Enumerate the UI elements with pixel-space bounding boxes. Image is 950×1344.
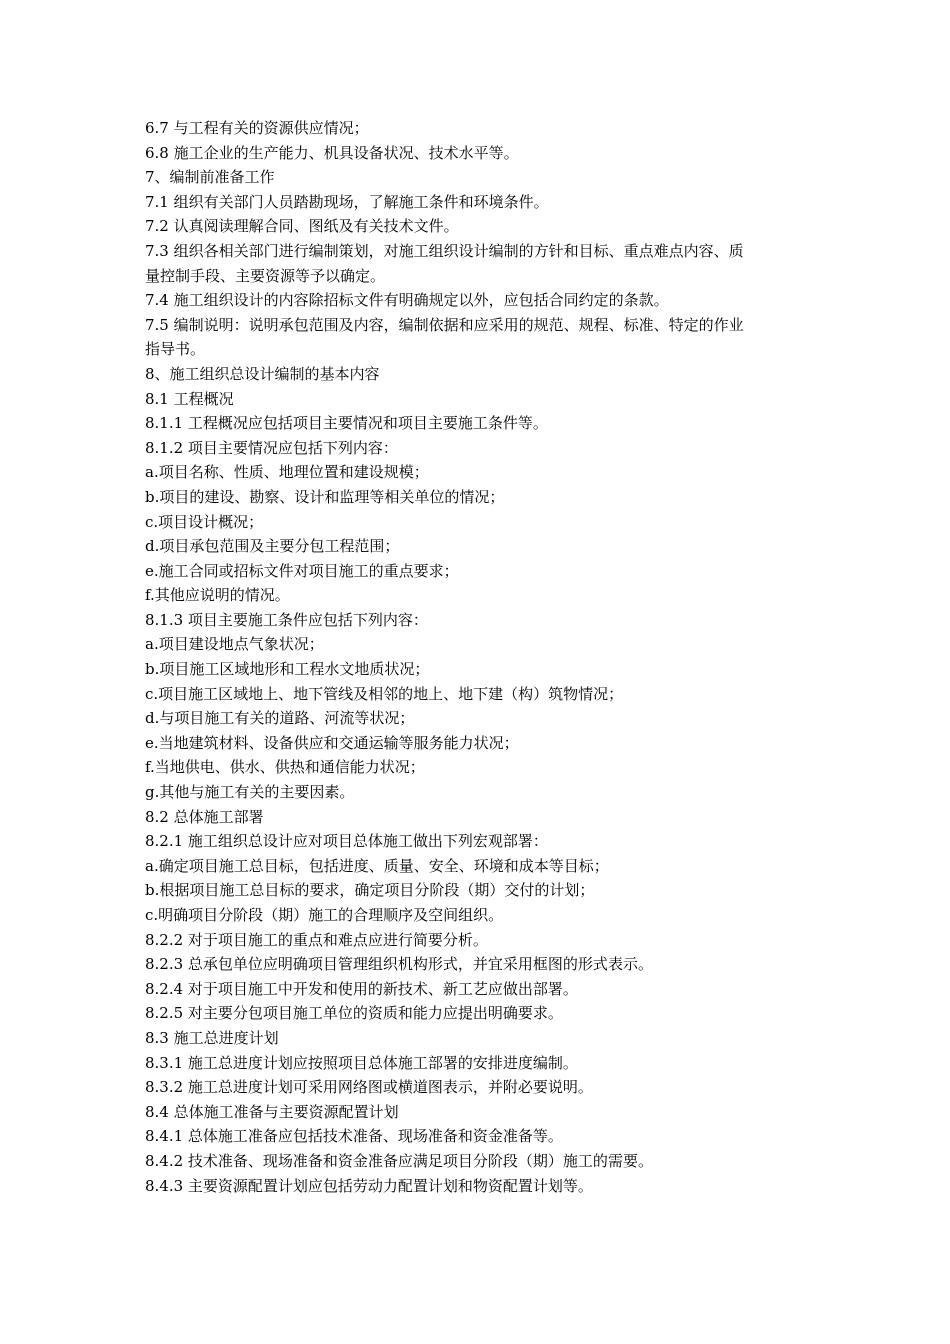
text-line: a.项目建设地点气象状况； (145, 635, 324, 654)
document-paragraph (145, 485, 810, 510)
document-paragraph (145, 534, 810, 559)
text-line: 指导书。 (145, 340, 206, 359)
text-line: 7.1 组织有关部门人员踏勘现场，了解施工条件和环境条件。 (145, 192, 549, 211)
text-line: 量控制手段、主要资源等予以确定。 (145, 266, 386, 285)
text-line: 8.4 总体施工准备与主要资源配置计划 (145, 1102, 399, 1121)
text-line: 8.3 施工总进度计划 (145, 1028, 279, 1047)
text-line: 8.4.2 技术准备、现场准备和资金准备应满足项目分阶段（期）施工的需要。 (145, 1151, 653, 1170)
document-paragraph (145, 632, 810, 657)
text-line: 6.8 施工企业的生产能力、机具设备状况、技术水平等。 (145, 143, 519, 162)
document-paragraph (145, 1124, 810, 1149)
text-line: 8.2.4 对于项目施工中开发和使用的新技术、新工艺应做出部署。 (145, 979, 578, 998)
document-paragraph (145, 411, 810, 436)
text-line: 8.2.5 对主要分包项目施工单位的资质和能力应提出明确要求。 (145, 1004, 563, 1023)
document-paragraph (145, 387, 810, 412)
document-paragraph (145, 903, 810, 928)
text-line: 8.4.3 主要资源配置计划应包括劳动力配置计划和物资配置计划等。 (145, 1176, 593, 1195)
document-paragraph (145, 928, 810, 953)
document-paragraph (145, 608, 810, 633)
document-paragraph (145, 780, 810, 805)
document-paragraph (145, 239, 810, 288)
text-line: b.根据项目施工总目标的要求，确定项目分阶段（期）交付的计划； (145, 881, 595, 900)
document-paragraph (145, 190, 810, 215)
text-line: e.当地建筑材料、设备供应和交通运输等服务能力状况； (145, 733, 519, 752)
text-line: e.施工合同或招标文件对项目施工的重点要求； (145, 561, 459, 580)
text-line: 6.7 与工程有关的资源供应情况； (145, 119, 369, 137)
document-paragraph (145, 805, 810, 830)
text-line: 8.2.3 总承包单位应明确项目管理组织机构形式，并宜采用框图的形式表示。 (145, 955, 653, 974)
text-line: f.其他应说明的情况。 (145, 586, 290, 605)
document-paragraph (145, 731, 810, 756)
text-line: 7、编制前准备工作 (145, 168, 275, 187)
text-line: 8.3.2 施工总进度计划可采用网络图或横道图表示，并附必要说明。 (145, 1078, 593, 1097)
document-paragraph (145, 1075, 810, 1100)
document-paragraph (145, 313, 810, 362)
document-paragraph (145, 288, 810, 313)
document-paragraph (145, 1026, 810, 1051)
document-paragraph (145, 854, 810, 879)
text-line: 8.1 工程概况 (145, 389, 234, 408)
text-line: 8、施工组织总设计编制的基本内容 (145, 364, 380, 383)
document-paragraph (145, 214, 810, 239)
document-paragraph (145, 952, 810, 977)
text-line: 7.5 编制说明：说明承包范围及内容，编制依据和应采用的规范、规程、标准、特定的作业 (145, 315, 744, 334)
text-line: 7.2 认真阅读理解合同、图纸及有关技术文件。 (145, 217, 459, 236)
text-line: f.当地供电、供水、供热和通信能力状况； (145, 758, 425, 777)
text-line: 8.1.2 项目主要情况应包括下列内容： (145, 438, 398, 457)
document-paragraph (145, 510, 810, 535)
text-line: a.项目名称、性质、地理位置和建设规模； (145, 463, 429, 482)
document-paragraph (145, 878, 810, 903)
document-paragraph (145, 1001, 810, 1026)
document-paragraph (145, 583, 810, 608)
text-line: 7.4 施工组织设计的内容除招标文件有明确规定以外，应包括合同约定的条款。 (145, 291, 669, 310)
text-line: b.项目施工区域地形和工程水文地质状况； (145, 660, 430, 679)
text-line: 8.3.1 施工总进度计划应按照项目总体施工部署的安排进度编制。 (145, 1053, 578, 1072)
text-line: d.与项目施工有关的道路、河流等状况； (145, 709, 415, 728)
text-line: 8.2 总体施工部署 (145, 807, 264, 826)
document-paragraph (145, 362, 810, 387)
document-paragraph (145, 706, 810, 731)
document-paragraph (145, 141, 810, 166)
text-line: d.项目承包范围及主要分包工程范围； (145, 537, 400, 556)
document-paragraph (145, 460, 810, 485)
document-paragraph (145, 436, 810, 461)
text-line: 8.4.1 总体施工准备应包括技术准备、现场准备和资金准备等。 (145, 1127, 563, 1146)
text-line: 8.2.1 施工组织总设计应对项目总体施工做出下列宏观部署： (145, 832, 548, 851)
document-paragraph (145, 755, 810, 780)
document-paragraph (145, 1149, 810, 1174)
text-line: 8.2.2 对于项目施工的重点和难点应进行简要分析。 (145, 930, 488, 949)
text-line: 7.3 组织各相关部门进行编制策划，对施工组织设计编制的方针和目标、重点难点内容、质 (145, 241, 744, 260)
text-line: c.明确项目分阶段（期）施工的合理顺序及空间组织。 (145, 906, 504, 924)
text-line: c.项目施工区域地上、地下管线及相邻的地上、地下建（构）筑物情况； (145, 684, 624, 703)
document-paragraph (145, 682, 810, 707)
document-paragraph (145, 1100, 810, 1125)
text-line: 8.1.3 项目主要施工条件应包括下列内容： (145, 610, 428, 629)
document-paragraph (145, 559, 810, 584)
text-line: 8.1.1 工程概况应包括项目主要情况和项目主要施工条件等。 (145, 414, 548, 433)
document-body (145, 116, 810, 1198)
text-line: c.项目设计概况； (145, 512, 264, 531)
document-paragraph (145, 1051, 810, 1076)
text-line: g.其他与施工有关的主要因素。 (145, 783, 355, 802)
document-paragraph (145, 1174, 810, 1199)
text-line: b.项目的建设、勘察、设计和监理等相关单位的情况； (145, 487, 505, 506)
document-paragraph (145, 165, 810, 190)
document-paragraph (145, 829, 810, 854)
text-line: a.确定项目施工总目标，包括进度、质量、安全、环境和成本等目标； (145, 856, 609, 875)
document-paragraph (145, 977, 810, 1002)
document-paragraph (145, 116, 810, 141)
document-paragraph (145, 657, 810, 682)
